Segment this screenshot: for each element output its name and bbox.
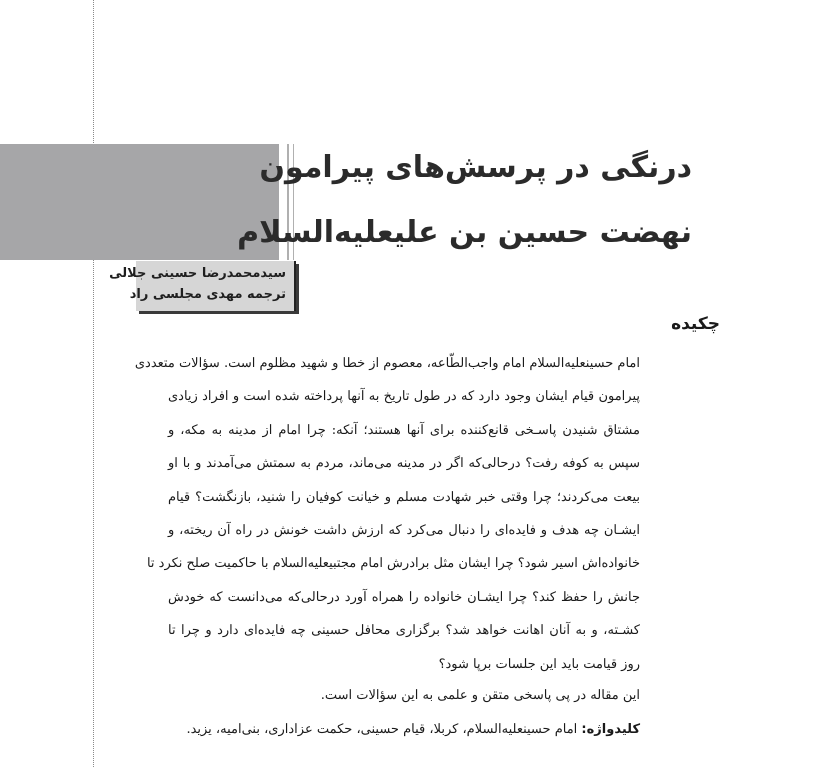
abstract-closing: این مقاله در پی پاسخی متقن و علمی به این سؤالات است.: [320, 688, 640, 703]
abstract-line: ایشـان چه هدف و فایده‌ای را دنبال می‌کرد که ارزش داشت خونش در راه آن ریخته، و: [168, 523, 640, 539]
abstract-line: امام حسینعليه‌السلام امام واجب‌الطّاعه، معصوم از خطا و شهید مظلوم است. سؤالات متعددی: [134, 356, 640, 371]
keywords-label: کلیدواژه:: [581, 722, 640, 737]
margin-guide-line: [93, 0, 94, 767]
abstract-line: سپس به کوفه رفت؟ درحالی‌که اگر در مدینه می‌ماند، مردم به سمتش می‌آمدند و با او: [168, 456, 640, 472]
abstract-line: مشتاق شنیدن پاسـخی قانع‌کننده برای آنها هستند؛ آنکه: چرا امام از مدینه به مکه، و: [168, 422, 640, 438]
abstract-line: پیرامون قیام ایشان وجود دارد که در طول تاریخ به آنها پرداخته شده است و افراد زیادی: [168, 389, 640, 405]
article-title-line-2: نهضت حسین بن علیعليه‌السلام: [237, 215, 692, 250]
translator-name: ترجمه مهدی مجلسی راد: [129, 287, 286, 302]
abstract-line: جانش را حفظ کند؟ چرا ایشـان خانواده را همراه آورد درحالی‌که می‌دانست که خودش: [168, 589, 640, 605]
keywords-line: [120, 722, 640, 737]
abstract-body: [134, 347, 640, 681]
abstract-line: کشـته، و به آنان اهانت خواهد شد؟ برگزاری محافل حسینی چه فایده‌ای دارد و چرا تا: [168, 623, 640, 639]
abstract-line: روز قیامت باید این جلسات برپا شود؟: [438, 656, 640, 672]
keywords-text: امام حسینعليه‌السلام، کربلا، قیام حسینی، حکمت عزاداری، بنی‌امیه، یزید.: [186, 722, 582, 737]
abstract-line: خانواده‌اش اسیر شود؟ چرا ایشان مثل برادرش امام مجتبیعليه‌السلام با حاکمیت صلح نکرد تا: [146, 556, 640, 572]
author-box: [109, 261, 296, 311]
abstract-line: بیعت می‌کردند؛ چرا وقتی خبر شهادت مسلم و خیانت کوفیان را شنید، بازنگشت؟ قیام: [168, 489, 640, 505]
abstract-heading: چکیده: [671, 314, 720, 334]
article-title-line-1: درنگی در پرسش‌های پیرامون: [259, 150, 692, 185]
author-name: سیدمحمدرضا حسینی جلالی: [109, 266, 286, 281]
